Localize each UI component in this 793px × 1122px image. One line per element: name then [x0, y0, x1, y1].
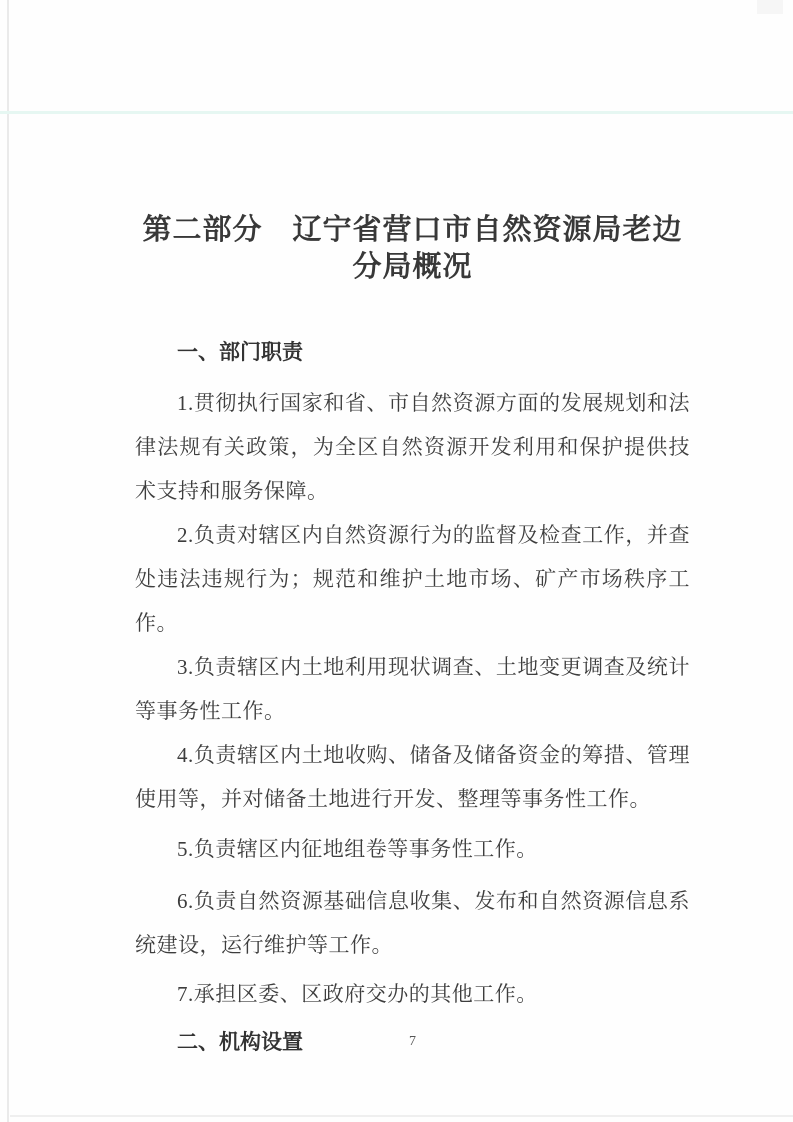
duty-paragraph-7: 7.承担区委、区政府交办的其他工作。: [177, 982, 538, 1006]
duty-paragraph-4: 4.负责辖区内土地收购、储备及储备资金的筹措、管理使用等，并对储备土地进行开发、整理等事务性工作。: [135, 743, 690, 811]
section-heading-organization-setup: 二、机构设置: [177, 1031, 303, 1054]
duty-paragraph-1: 1.贯彻执行国家和省、市自然资源方面的发展规划和法律法规有关政策，为全区自然资源开发利用和保护提供技术支持和服务保障。: [135, 391, 690, 503]
duty-paragraph-5: 5.负责辖区内征地组卷等事务性工作。: [177, 837, 538, 861]
scan-artifact-left-edge-line: [7, 0, 9, 1122]
duty-paragraph-2: 2.负责对辖区内自然资源行为的监督及检查工作，并查处违法违规行为；规范和维护土地市场、矿产市场秩序工作。: [135, 523, 690, 635]
scan-artifact-corner-smudge: [757, 0, 783, 14]
duty-paragraph-3: 3.负责辖区内土地利用现状调查、土地变更调查及统计等事务性工作。: [135, 655, 690, 723]
document-title: 第二部分 辽宁省营口市自然资源局老边分局概况: [142, 214, 683, 283]
section-department-duties: [135, 381, 690, 1016]
section-heading-department-duties: 一、部门职责: [177, 341, 303, 364]
duty-paragraph-6: 6.负责自然资源基础信息收集、发布和自然资源信息系统建设，运行维护等工作。: [135, 889, 690, 957]
page-number: 7: [409, 1034, 416, 1049]
document-body: [135, 0, 690, 1058]
scan-artifact-bottom-line: [10, 1115, 793, 1117]
